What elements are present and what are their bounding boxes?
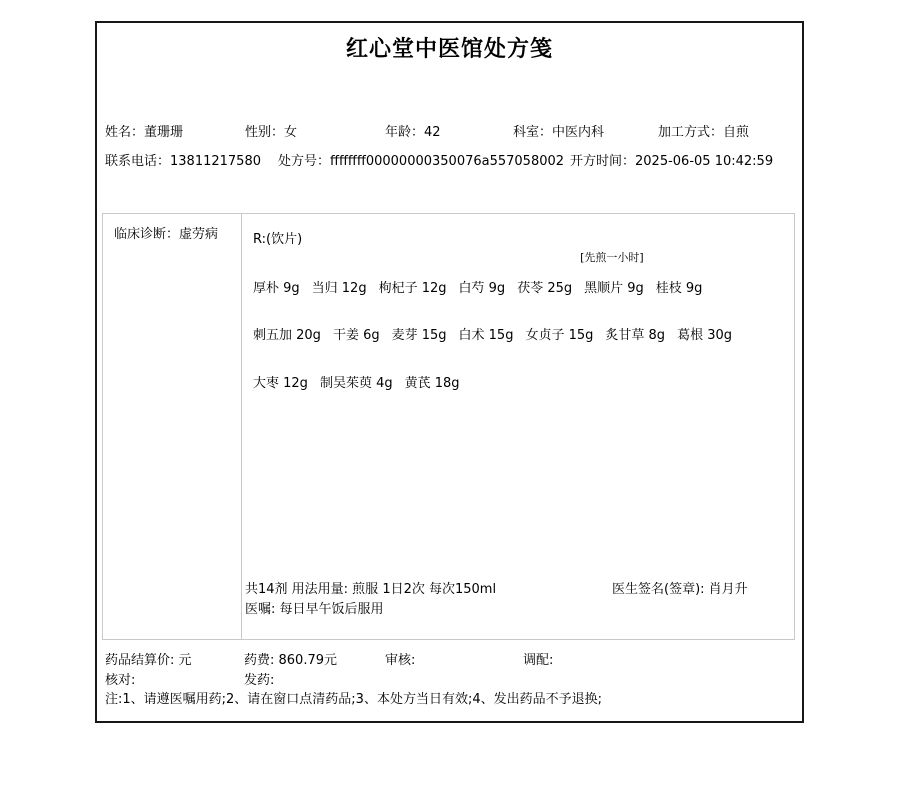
review-field: [385, 649, 415, 668]
herb-item: 黑顺片 9g [先煎一小时]: [580, 251, 644, 296]
doctor-signature-field: [612, 578, 748, 597]
review-label: 审核:: [385, 653, 416, 668]
diagnosis-label: 临床诊断：: [114, 227, 180, 242]
patient-gender-label: 性别：: [245, 125, 285, 140]
medical-advice-label: 医嘱:: [245, 602, 280, 617]
dispense-prep-label: 调配:: [523, 653, 554, 668]
medicine-fee-field: [244, 649, 337, 668]
processing-method-field: [658, 121, 749, 140]
doctor-signature-value: 肖月升: [708, 582, 748, 597]
patient-department-field: [513, 121, 604, 140]
patient-name-label: 姓名：: [105, 125, 145, 140]
page-title: 红心堂中医馆处方笺: [345, 37, 553, 62]
patient-gender-value: 女: [284, 125, 298, 140]
herb-item: 炙甘草 8g: [605, 328, 666, 343]
dispense-label: 发药:: [244, 673, 275, 688]
herb-item: 黄芪 18g: [404, 376, 460, 391]
phone-value: 13811217580: [170, 154, 261, 169]
herb-item: 白芍 9g: [458, 281, 506, 296]
herb-line: [253, 251, 714, 296]
patient-name-value: 董珊珊: [144, 125, 184, 140]
herb-item: 女贞子 15g: [525, 328, 594, 343]
usage-note: 注:1、请遵医嘱用药;2、请在窗口点清药品;3、本处方当日有效;4、发出药品不予退换;: [105, 692, 602, 707]
prescription-number-label: 处方号：: [278, 154, 331, 169]
diagnosis-value: 虚劳病: [179, 227, 219, 242]
check-field: [105, 669, 135, 688]
patient-gender-field: [245, 121, 297, 140]
settle-price-field: [105, 649, 192, 668]
herb-item: 刺五加 20g: [253, 328, 321, 343]
herb-item: 茯苓 25g: [517, 281, 573, 296]
prescription-number-value: ffffffff00000000350076a557058002: [330, 154, 565, 169]
prescription-time-label: 开方时间：: [570, 154, 636, 169]
prescription-number-field: [278, 150, 564, 169]
patient-department-value: 中医内科: [552, 125, 605, 140]
diagnosis-field: [114, 223, 218, 242]
doctor-signature-label: 医生签名(签章):: [612, 582, 709, 597]
herb-item: 大枣 12g: [253, 376, 308, 391]
medical-advice-field: [245, 598, 384, 617]
herb-line: [253, 324, 744, 343]
patient-age-value: 42: [424, 125, 441, 140]
rx-header: R:(饮片): [253, 232, 303, 247]
dosage-summary: 共14剂 用法用量: 煎服 1日2次 每次150ml: [245, 582, 497, 597]
patient-name-field: [105, 121, 183, 140]
herb-item: 白术 15g: [458, 328, 514, 343]
medicine-fee-value: 860.79元: [278, 653, 338, 668]
prescription-box: [102, 213, 795, 640]
herb-item: 麦芽 15g: [391, 328, 447, 343]
phone-field: [105, 150, 261, 169]
herb-item: 厚朴 9g: [253, 281, 300, 296]
prescription-time-value: 2025-06-05 10:42:59: [635, 154, 774, 169]
patient-department-label: 科室：: [513, 125, 553, 140]
herb-item: 当归 12g: [311, 281, 367, 296]
herb-item: 制吴茱萸 4g: [319, 376, 393, 391]
dispense-field: [244, 669, 274, 688]
herb-line: [253, 372, 472, 391]
settle-price-label: 药品结算价:: [105, 653, 179, 668]
prescription-box-divider: [241, 214, 242, 639]
patient-age-field: [385, 121, 441, 140]
herb-item: 枸杞子 12g: [378, 281, 447, 296]
prescription-time-field: [570, 150, 773, 169]
patient-age-label: 年龄：: [385, 125, 425, 140]
phone-label: 联系电话：: [105, 154, 171, 169]
processing-method-label: 加工方式：: [658, 125, 724, 140]
herb-item: 桂枝 9g: [655, 281, 703, 296]
herb-item: 干姜 6g: [332, 328, 380, 343]
medical-advice-value: 每日早午饭后服用: [279, 602, 384, 617]
herb-item: 葛根 30g: [677, 328, 732, 343]
dispense-prep-field: [523, 649, 553, 668]
medicine-fee-label: 药费:: [244, 653, 279, 668]
processing-method-value: 自煎: [723, 125, 750, 140]
herb-annotation: [先煎一小时]: [580, 251, 644, 264]
settle-price-value: 元: [178, 653, 192, 668]
check-label: 核对:: [105, 673, 136, 688]
